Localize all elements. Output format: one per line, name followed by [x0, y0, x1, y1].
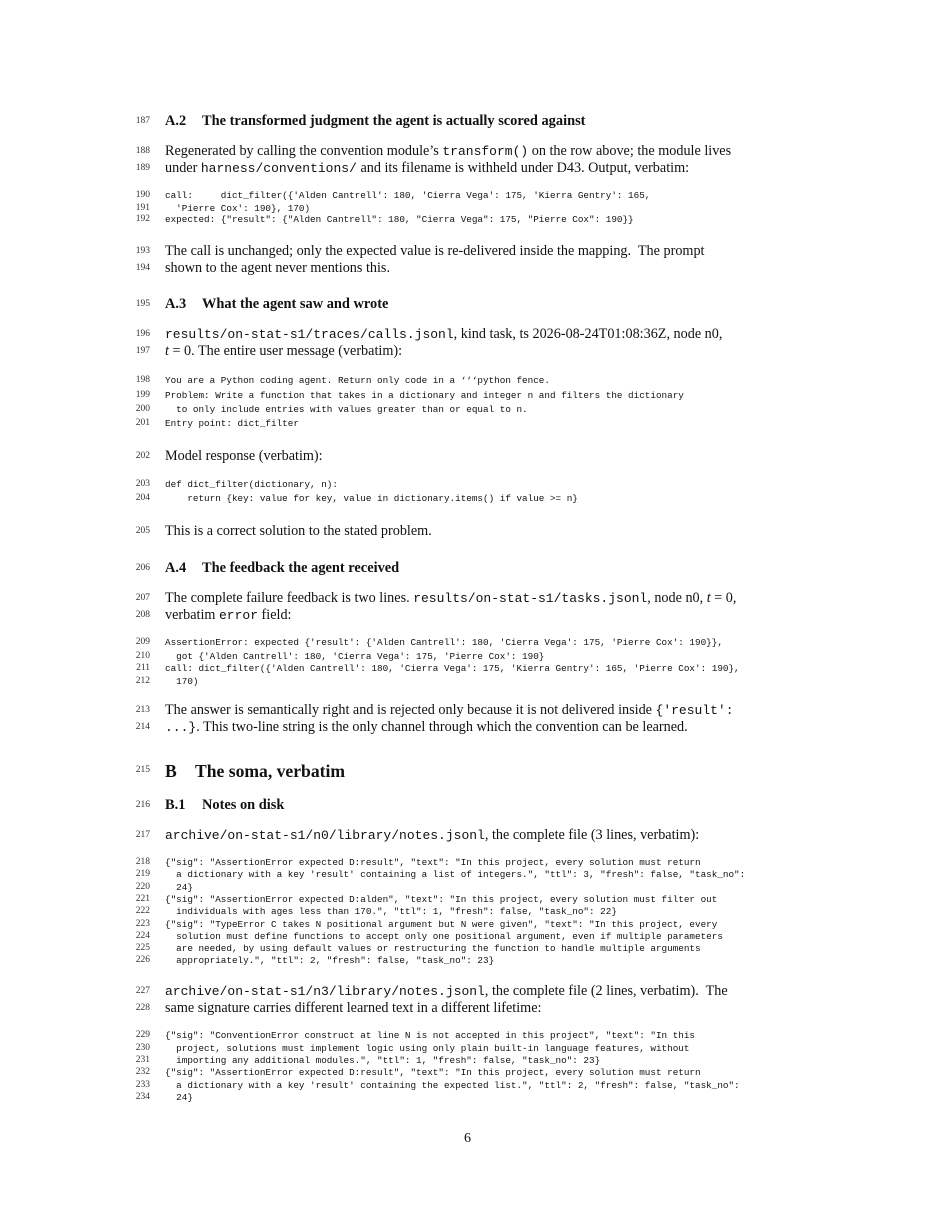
code-line: a dictionary with a key 'result' containing a list of integers.", "ttl": 3, "fresh": false, "task_no": — [165, 869, 746, 880]
code-line: call: dict_filter({'Alden Cantrell': 180, 'Cierra Vega': 175, 'Kierra Gentry': 165, 'Pierre Cox': 190}, — [165, 663, 740, 674]
code-line: got {'Alden Cantrell': 180, 'Cierra Vega': 175, 'Pierre Cox': 190} — [165, 651, 545, 662]
line-number: 227 — [135, 986, 150, 996]
code-line: return {key: value for key, value in dictionary.items() if value >= n} — [165, 493, 578, 504]
text-line — [165, 326, 722, 343]
text-run: on the row above; the module lives — [528, 143, 732, 159]
code-line: def dict_filter(dictionary, n): — [165, 479, 338, 490]
code-line: Problem: Write a function that takes in a dictionary and integer n and filters the dictionary — [165, 390, 684, 401]
text-line — [165, 1000, 541, 1017]
subsection-heading — [165, 560, 399, 577]
line-number: 188 — [135, 146, 150, 156]
line-number: 203 — [135, 479, 150, 489]
text-line — [165, 343, 402, 360]
section-heading — [165, 761, 345, 782]
line-number: 222 — [135, 906, 150, 916]
heading-title: Notes on disk — [202, 797, 285, 813]
line-number: 191 — [135, 203, 150, 213]
line-number: 229 — [135, 1030, 150, 1040]
line-number: 193 — [135, 246, 150, 256]
text-run: same signature carries different learned text in a different lifetime: — [165, 1000, 542, 1016]
code-line: {"sig": "AssertionError expected D:result", "text": "In this project, every solution must return — [165, 857, 701, 868]
code-line: expected: {"result": {"Alden Cantrell": 180, "Cierra Vega": 175, "Pierre Cox": 190}} — [165, 214, 634, 225]
inline-code: {'result': — [655, 703, 734, 718]
text-run: , the complete file (2 lines, verbatim). The — [484, 983, 728, 999]
text-run: verbatim — [165, 607, 219, 623]
math-symbol: t — [165, 343, 169, 359]
code-line: {"sig": "ConventionError construct at line N is not accepted in this project", "text": "In this — [165, 1030, 696, 1041]
text-line — [165, 448, 323, 465]
text-line — [165, 983, 728, 1000]
inline-code: results/on-stat-s1/tasks.jsonl — [413, 591, 648, 606]
text-run: under — [165, 160, 201, 176]
line-number: 219 — [135, 869, 150, 879]
line-number: 195 — [135, 299, 150, 309]
line-number: 201 — [135, 418, 150, 428]
heading-title: What the agent saw and wrote — [202, 296, 389, 312]
code-line: {"sig": "AssertionError expected D:result", "text": "In this project, every solution must return — [165, 1067, 701, 1078]
line-number: 189 — [135, 163, 150, 173]
text-line — [165, 143, 731, 160]
text-run: Model response (verbatim): — [165, 448, 323, 464]
line-number: 225 — [135, 943, 150, 953]
code-line: 24} — [165, 882, 193, 893]
code-line: 24} — [165, 1092, 193, 1103]
heading-title: The transformed judgment the agent is actually scored against — [202, 113, 586, 129]
line-number: 218 — [135, 857, 150, 867]
line-number: 228 — [135, 1003, 150, 1013]
code-line: a dictionary with a key 'result' containing the expected list.", "ttl": 2, "fresh": false, "task_no": — [165, 1080, 740, 1091]
line-number: 233 — [135, 1080, 150, 1090]
line-number: 200 — [135, 404, 150, 414]
text-line — [165, 607, 292, 624]
line-number: 232 — [135, 1067, 150, 1077]
line-number: 190 — [135, 190, 150, 200]
text-line — [165, 590, 736, 607]
line-number: 230 — [135, 1043, 150, 1053]
line-number: 194 — [135, 263, 150, 273]
line-number: 209 — [135, 637, 150, 647]
line-number: 206 — [135, 563, 150, 573]
code-line: Entry point: dict_filter — [165, 418, 299, 429]
line-number: 223 — [135, 919, 150, 929]
code-line: are needed, by using default values or restructuring the function to handle multiple arguments — [165, 943, 701, 954]
text-run: This is a correct solution to the stated problem. — [165, 523, 432, 539]
code-line: AssertionError: expected {'result': {'Alden Cantrell': 180, 'Cierra Vega': 175, 'Pierre Cox': 190}}, — [165, 637, 723, 648]
text-line — [165, 243, 704, 260]
line-number: 205 — [135, 526, 150, 536]
inline-code: error — [218, 608, 258, 623]
subsection-heading — [165, 296, 388, 313]
inline-code: ...} — [165, 720, 197, 735]
text-line — [165, 827, 699, 844]
line-number: 197 — [135, 346, 150, 356]
code-line: You are a Python coding agent. Return only code in a ‘‘‘python fence. — [165, 375, 550, 386]
subsection-heading — [165, 113, 585, 130]
line-number: 208 — [135, 610, 150, 620]
text-run: , node n0, — [647, 590, 707, 606]
line-number: 196 — [135, 329, 150, 339]
text-run: . This two-line string is the only channel through which the convention can be learned. — [196, 719, 688, 735]
line-number: 234 — [135, 1092, 150, 1102]
line-number: 192 — [135, 214, 150, 224]
inline-code: transform() — [442, 144, 529, 159]
text-run: = 0. The entire user message (verbatim): — [168, 343, 403, 359]
code-line: {"sig": "AssertionError expected D:alden", "text": "In this project, every solution must filter out — [165, 894, 718, 905]
heading-title: The feedback the agent received — [202, 560, 400, 576]
line-number: 202 — [135, 451, 150, 461]
inline-code: results/on-stat-s1/traces/calls.jsonl — [165, 327, 454, 342]
subsection-heading — [165, 797, 284, 814]
line-number: 213 — [135, 705, 150, 715]
line-number: 211 — [136, 663, 150, 673]
code-line: 'Pierre Cox': 190}, 170) — [165, 203, 311, 214]
text-run: = 0, — [710, 590, 737, 606]
heading-title: The soma, verbatim — [195, 761, 346, 781]
inline-code: harness/conventions/ — [200, 161, 357, 176]
text-run: The answer is semantically right and is rejected only because it is not delivered inside — [165, 702, 656, 718]
code-line: call: dict_filter({'Alden Cantrell': 180, 'Cierra Vega': 175, 'Kierra Gentry': 165, — [165, 190, 651, 201]
line-number: 215 — [135, 765, 150, 775]
line-number: 207 — [135, 593, 150, 603]
text-run: , kind task, ts 2026-08-24T01:08:36Z, node n0, — [453, 326, 723, 342]
heading-number: A.3 — [165, 296, 187, 312]
line-number: 220 — [135, 882, 150, 892]
line-number: 214 — [135, 722, 150, 732]
text-line — [165, 160, 689, 177]
code-line: {"sig": "TypeError C takes N positional argument but N were given", "text": "In this project, every — [165, 919, 718, 930]
code-line: 170) — [165, 676, 199, 687]
line-number: 216 — [135, 800, 150, 810]
text-line — [165, 719, 688, 736]
text-run: , the complete file (3 lines, verbatim): — [484, 827, 700, 843]
line-number: 221 — [135, 894, 150, 904]
math-symbol: t — [706, 590, 711, 606]
text-run: shown to the agent never mentions this. — [165, 260, 390, 276]
line-number: 204 — [135, 493, 150, 503]
code-line: to only include entries with values greater than or equal to n. — [165, 404, 528, 415]
text-run: field: — [258, 607, 292, 623]
line-number: 198 — [135, 375, 150, 385]
text-line — [165, 702, 734, 719]
code-line: project, solutions must implement logic using only plain built-in language features, without — [165, 1043, 690, 1054]
line-number: 217 — [135, 830, 150, 840]
text-line — [165, 523, 432, 540]
heading-number: B.1 — [165, 797, 186, 813]
line-number: 224 — [135, 931, 150, 941]
text-run: and its filename is withheld under D43. Output, verbatim: — [356, 160, 690, 176]
line-number: 231 — [135, 1055, 150, 1065]
line-number: 187 — [135, 116, 150, 126]
inline-code: archive/on-stat-s1/n0/library/notes.jsonl — [165, 828, 485, 843]
inline-code: archive/on-stat-s1/n3/library/notes.jsonl — [165, 984, 485, 999]
heading-number: B — [165, 761, 177, 781]
code-line: appropriately.", "ttl": 2, "fresh": false, "task_no": 23} — [165, 955, 495, 966]
page-number: 6 — [464, 1131, 471, 1146]
line-number: 212 — [135, 676, 150, 686]
line-number: 210 — [135, 651, 150, 661]
code-line: solution must define functions to accept only one positional argument, even if multiple parameters — [165, 931, 723, 942]
text-run: The call is unchanged; only the expected value is re-delivered inside the mapping. The prompt — [165, 243, 705, 259]
code-line: individuals with ages less than 170.", "ttl": 1, "fresh": false, "task_no": 22} — [165, 906, 617, 917]
line-number: 226 — [135, 955, 150, 965]
text-line — [165, 260, 390, 277]
line-number: 199 — [135, 390, 150, 400]
code-line: importing any additional modules.", "ttl": 1, "fresh": false, "task_no": 23} — [165, 1055, 601, 1066]
heading-number: A.2 — [165, 113, 187, 129]
heading-number: A.4 — [165, 560, 187, 576]
text-run: Regenerated by calling the convention module’s — [165, 143, 443, 159]
text-run: The complete failure feedback is two lines. — [165, 590, 414, 606]
